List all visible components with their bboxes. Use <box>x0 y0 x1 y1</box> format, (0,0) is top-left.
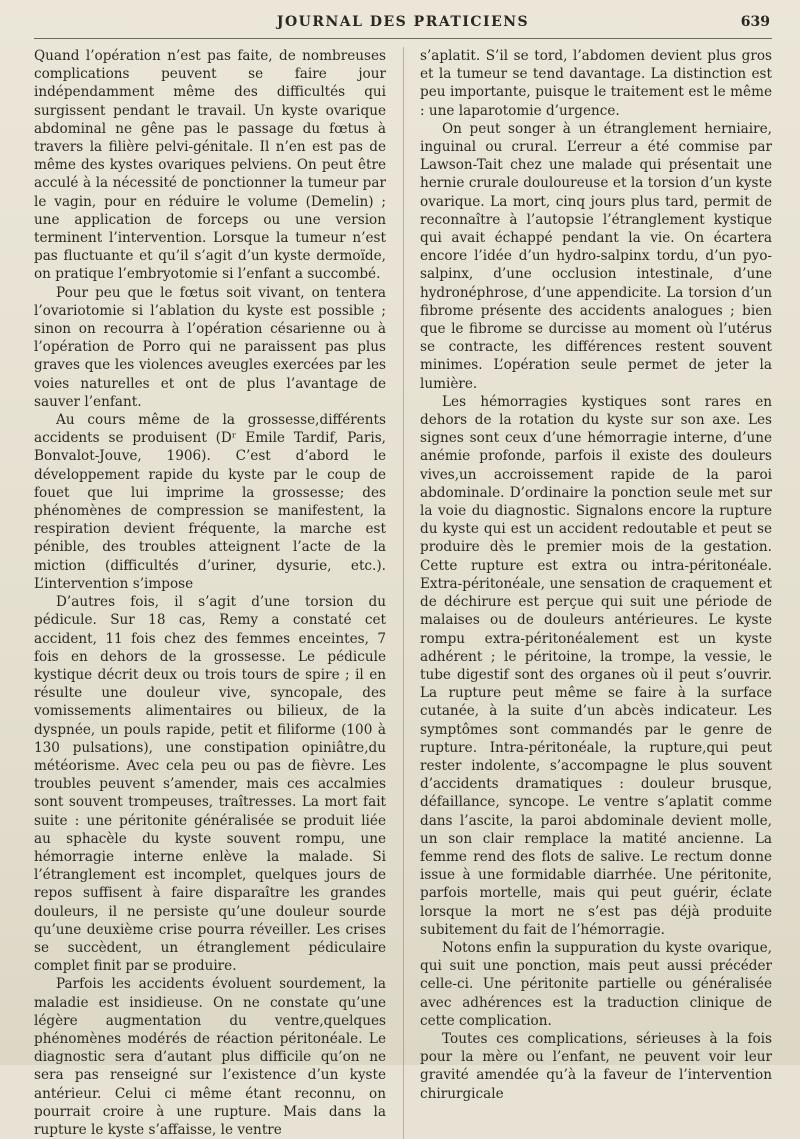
paragraph: Au cours même de la grossesse,différents accidents se produisent (Dʳ Emile Tardif, Paris, Bonvalot-Jouve, 1906). C’est d’abord le développement rapide du kyste par le coup de fouet que lui imprime la grossesse; des phénomènes de compression se manifestent, la respiration devient fréquente, la marche est pénible, des troubles atteignent l’acte de la miction (difficultés d’uriner, dysurie, etc.). L’intervention s’impose <box>34 412 386 592</box>
text-columns <box>34 47 772 1139</box>
paragraph: Parfois les accidents évoluent sourdement, la maladie est insidieuse. On ne constate qu’une légère augmentation du ventre,quelques phénomènes modérés de réaction péritonéale. Le diagnostic sera d’autant plus difficile qu’on ne sera pas renseigné sur l’existence d’un kyste antérieur. Celui ci même étant reconnu, on pourrait croire à une rupture. Mais dans la rupture le kyste s’affaisse, le ventre <box>34 976 386 1138</box>
paragraph: Les hémorragies kystiques sont rares en dehors de la rotation du kyste sur son axe. Les signes sont ceux d’une hémorragie interne, d’une anémie profonde, parfois il existe des douleurs vives,un accroissement rapide de la paroi abdominale. D’ordinaire la ponction seule met sur la voie du diagnostic. Signalons encore la rupture du kyste qui est un accident redoutable et peut se produire dès le premier mois de la gestation. Cette rupture est extra ou intra-péritonéale. Extra-péritonéale, une sensation de craquement et de déchirure est perçue qui suit une période de malaises ou de douleurs antérieures. Le kyste rompu extra-péritonéalement est un kyste adhérent ; le péritoine, la trompe, la vessie, le tube digestif sont des organes où il peut s’ouvrir. La rupture peut même se faire à la surface cutanée, à la suite d’un abcès indicateur. Les symptômes sont commandés par le genre de rupture. Intra-péritonéale, la rupture,qui peut rester indolente, s’accompagne le plus souvent d’accidents dramatiques : douleur brusque, défaillance, syncope. Le ventre s’aplatit comme dans l’ascite, la paroi abdominale devient molle, un son clair remplace la matité ancienne. La femme rend des flots de salive. Le rectum donne issue à une formidable diarrhée. Une péritonite, parfois mortelle, mais qui peut guérir, éclate lorsque la mort ne s’est pas déjà produite subitement du fait de l’hémorragie. <box>420 393 772 938</box>
paragraph: D’autres fois, il s’agit d’une torsion du pédicule. Sur 18 cas, Remy a constaté cet accident, 11 fois chez des femmes enceintes, 7 fois en dehors de la grossesse. Le pédicule kystique décrit deux ou trois tours de spire ; il en résulte une douleur vive, syncopale, des vomissements alimentaires ou bilieux, de la dyspnée, un pouls rapide, petit et filiforme (100 à 130 pulsations), une constipation opiniâtre,du météorisme. Avec cela peu ou pas de fièvre. Les troubles peuvent s’amender, mais ces accalmies sont souvent trompeuses, traîtresses. La mort fait suite : une péritonite généralisée se produit liée au sphacèle du kyste souvent rompu, une hémorragie interne enlève la malade. Si l’étranglement est incomplet, quelques jours de repos suffisent à faire disparaître les grandes douleurs, il ne persiste qu’une douleur sourde qu’une deuxième crise pourra réveiller. Les crises se succèdent, un étranglement pédiculaire complet finit par se produire. <box>34 594 386 975</box>
paragraph: s’aplatit. S’il se tord, l’abdomen devient plus gros et la tumeur se tend davantage. La distinction est peu importante, puisque le traitement est le même : une laparotomie d’urgence. <box>420 48 772 119</box>
page-number: 639 <box>740 14 770 30</box>
page-header <box>34 12 772 39</box>
right-column <box>420 47 772 1139</box>
paragraph: Pour peu que le fœtus soit vivant, on tentera l’ovariotomie si l’ablation du kyste est possible ; sinon on recourra à l’opération césarienne ou à l’opération de Porro qui ne paraissent pas plus graves que les violences aveugles exercées par les voies naturelles et ont de plus l’avantage de sauver l’enfant. <box>34 284 386 410</box>
paragraph: Notons enfin la suppuration du kyste ovarique, qui suit une ponction, mais peut aussi précéder celle-ci. Une péritonite partielle ou généralisée avec adhérences est la traduction clinique de cette complication. <box>420 939 772 1029</box>
paragraph: Quand l’opération n’est pas faite, de nombreuses complications peuvent se faire jour indépendamment même des difficultés qui surgissent pendant le travail. Un kyste ovarique abdominal ne gêne pas le passage du fœtus à travers la filière pelvi-génitale. Il n’en est pas de même des kystes ovariques pelviens. On peut être acculé à la nécessité de ponctionner la tumeur par le vagin, pour en réduire le volume (Demelin) ; une application de forceps ou une version terminent l’intervention. Lorsque la tumeur n’est pas fluctuante et qu’il s’agit d’un kyste dermoïde, on pratique l’embryotomie si l’enfant a succombé. <box>34 48 386 283</box>
paragraph: Toutes ces complications, sérieuses à la fois pour la mère ou l’enfant, ne peuvent voir leur gravité amendée qu’à la faveur de l’intervention chirurgicale <box>420 1030 772 1102</box>
left-column <box>34 47 386 1139</box>
paragraph: On peut songer à un étranglement herniaire, inguinal ou crural. L’erreur a été commise par Lawson-Tait chez une malade qui présentait une hernie crurale douloureuse et la torsion d’un kyste ovarique. La mort, cinq jours plus tard, permit de reconnaître à l’autopsie l’étranglement kystique qui avait échappé pendant la vie. On écartera encore l’idée d’un hydro-salpinx tordu, d’un pyo-salpinx, d’une occlusion intestinale, d’une hydronéphrose, d’une appendicite. La torsion d’un fibrome présente des accidents analogues ; bien que le fibrome se durcisse au moment où l’utérus se contracte, les différences restent souvent minimes. L’opération seule permet de jeter la lumière. <box>420 120 772 392</box>
running-title: JOURNAL DES PRATICIENS <box>276 14 530 30</box>
column-divider <box>403 47 404 1139</box>
